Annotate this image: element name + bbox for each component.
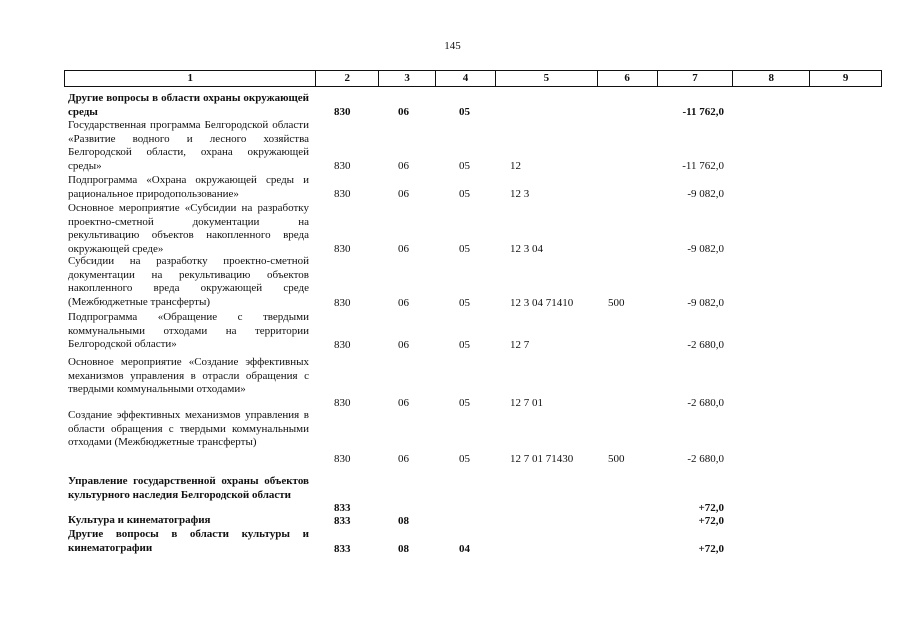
row-cell-col-4: 05 bbox=[459, 159, 470, 172]
table-row bbox=[64, 409, 882, 466]
table-row bbox=[64, 202, 882, 256]
header-col-5: 5 bbox=[496, 71, 598, 86]
row-cell-col-2: 830 bbox=[334, 187, 351, 200]
row-cell-col-4: 05 bbox=[459, 242, 470, 255]
table-row bbox=[64, 119, 882, 173]
row-cell-col-5: 12 3 04 71410 bbox=[510, 296, 574, 309]
row-cell-col-3: 06 bbox=[398, 396, 409, 409]
row-cell-col-4: 05 bbox=[459, 452, 470, 465]
header-col-8: 8 bbox=[733, 71, 810, 86]
row-cell-col-7: -2 680,0 bbox=[687, 396, 724, 409]
row-cell-col-3: 06 bbox=[398, 296, 409, 309]
row-cell-col-2: 830 bbox=[334, 296, 351, 309]
header-col-2: 2 bbox=[316, 71, 379, 86]
table-row bbox=[64, 514, 882, 528]
row-cell-col-5: 12 bbox=[510, 159, 521, 172]
row-description: Основное мероприятие «Субсидии на разработку проектно-сметной документации на рекультивацию объектов накопленного вреда окружающей среде» bbox=[68, 202, 309, 255]
row-cell-col-7: -9 082,0 bbox=[687, 187, 724, 200]
row-cell-col-7: +72,0 bbox=[698, 501, 724, 514]
row-cell-col-5: 12 3 bbox=[510, 187, 530, 200]
table-header bbox=[64, 70, 882, 87]
row-cell-col-4: 05 bbox=[459, 105, 470, 118]
row-cell-col-7: -2 680,0 bbox=[687, 452, 724, 465]
row-cell-col-3: 08 bbox=[398, 542, 409, 555]
row-cell-col-2: 833 bbox=[334, 514, 351, 527]
row-description: Основное мероприятие «Создание эффективных механизмов управления в отрасли обращения с твердыми коммунальными отходами» bbox=[68, 356, 309, 395]
row-cell-col-4: 05 bbox=[459, 296, 470, 309]
header-col-7: 7 bbox=[658, 71, 734, 86]
row-cell-col-3: 06 bbox=[398, 452, 409, 465]
table-row bbox=[64, 356, 882, 410]
row-cell-col-7: -9 082,0 bbox=[687, 296, 724, 309]
row-cell-col-3: 06 bbox=[398, 159, 409, 172]
row-cell-col-3: 06 bbox=[398, 338, 409, 351]
row-cell-col-3: 06 bbox=[398, 105, 409, 118]
row-cell-col-3: 06 bbox=[398, 242, 409, 255]
row-cell-col-7: -2 680,0 bbox=[687, 338, 724, 351]
row-cell-col-5: 12 3 04 bbox=[510, 242, 543, 255]
row-description: Государственная программа Белгородской области «Развитие водного и лесного хозяйства Белгородской области, охрана окружающей среды» bbox=[68, 119, 309, 172]
row-cell-col-4: 04 bbox=[459, 542, 470, 555]
row-description: Создание эффективных механизмов управления в области обращения с твердыми коммунальными отходами (Межбюджетные трансферты) bbox=[68, 409, 309, 448]
row-cell-col-2: 830 bbox=[334, 452, 351, 465]
table-row bbox=[64, 255, 882, 310]
row-cell-col-3: 06 bbox=[398, 187, 409, 200]
row-cell-col-3: 08 bbox=[398, 514, 409, 527]
row-cell-col-5: 12 7 bbox=[510, 338, 530, 351]
row-cell-col-4: 05 bbox=[459, 396, 470, 409]
row-cell-col-2: 830 bbox=[334, 396, 351, 409]
row-cell-col-7: -11 762,0 bbox=[682, 159, 724, 172]
row-description: Управление государственной охраны объектов культурного наследия Белгородской области bbox=[68, 475, 309, 501]
header-col-4: 4 bbox=[436, 71, 496, 86]
row-cell-col-2: 833 bbox=[334, 542, 351, 555]
header-col-6: 6 bbox=[598, 71, 658, 86]
row-cell-col-5: 12 7 01 71430 bbox=[510, 452, 574, 465]
row-description: Подпрограмма «Охрана окружающей среды и рациональное природопользование» bbox=[68, 174, 309, 200]
row-cell-col-7: -11 762,0 bbox=[682, 105, 724, 118]
row-description: Субсидии на разработку проектно-сметной документации на рекультивацию объектов накопленного вреда окружающей среде (Межбюджетные трансферты) bbox=[68, 255, 309, 308]
row-cell-col-5: 12 7 01 bbox=[510, 396, 543, 409]
header-col-3: 3 bbox=[379, 71, 436, 86]
page-number: 145 bbox=[444, 40, 461, 52]
row-cell-col-2: 830 bbox=[334, 338, 351, 351]
table-row bbox=[64, 528, 882, 556]
table-row bbox=[64, 311, 882, 352]
row-cell-col-2: 830 bbox=[334, 159, 351, 172]
table-row bbox=[64, 92, 882, 119]
row-cell-col-7: +72,0 bbox=[698, 514, 724, 527]
header-col-1: 1 bbox=[65, 71, 316, 86]
row-cell-col-6: 500 bbox=[608, 296, 625, 309]
row-cell-col-2: 833 bbox=[334, 501, 351, 514]
row-cell-col-7: -9 082,0 bbox=[687, 242, 724, 255]
row-cell-col-2: 830 bbox=[334, 242, 351, 255]
table-row bbox=[64, 174, 882, 201]
table-row bbox=[64, 475, 882, 515]
row-cell-col-4: 05 bbox=[459, 187, 470, 200]
row-description: Другие вопросы в области культуры и кинематографии bbox=[68, 528, 309, 554]
row-description: Подпрограмма «Обращение с твердыми коммунальными отходами на территории Белгородской области» bbox=[68, 311, 309, 350]
row-cell-col-7: +72,0 bbox=[698, 542, 724, 555]
row-description: Другие вопросы в области охраны окружающей среды bbox=[68, 92, 309, 118]
header-col-9: 9 bbox=[842, 72, 849, 84]
row-cell-col-4: 05 bbox=[459, 338, 470, 351]
row-cell-col-6: 500 bbox=[608, 452, 625, 465]
row-description: Культура и кинематография bbox=[68, 514, 211, 526]
row-cell-col-2: 830 bbox=[334, 105, 351, 118]
